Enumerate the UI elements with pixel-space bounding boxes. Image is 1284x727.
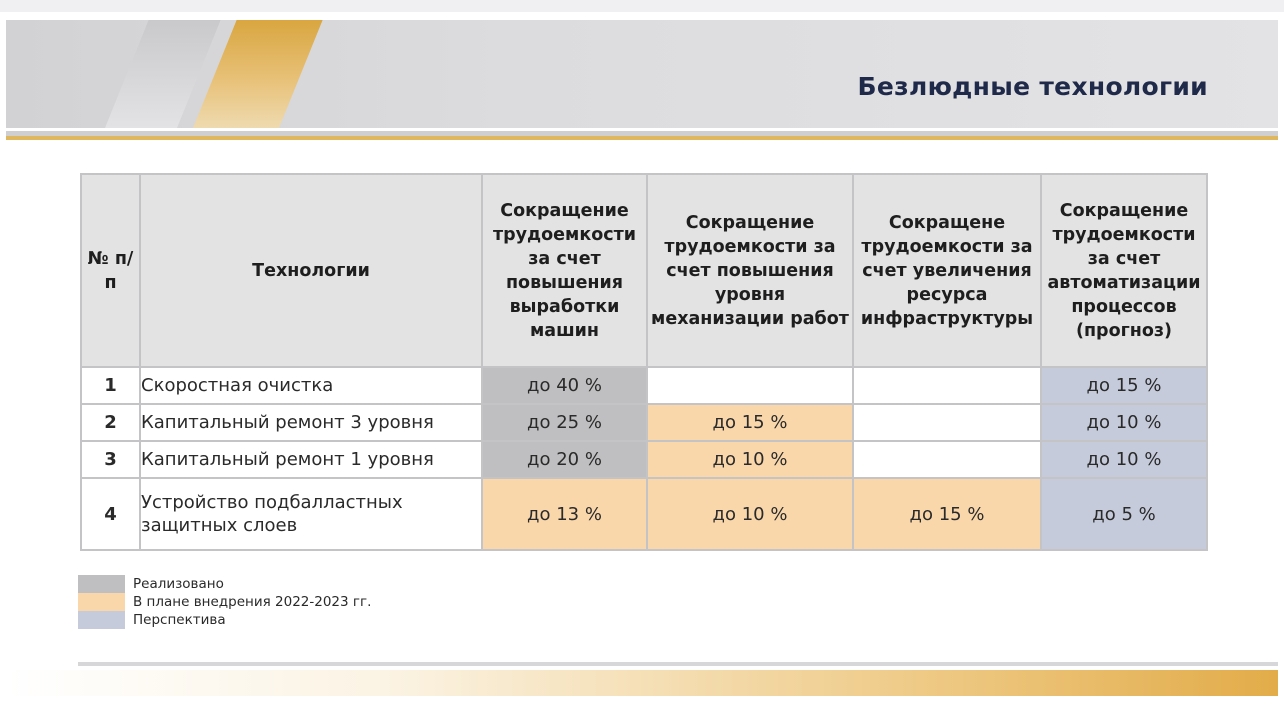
row-technology: Капитальный ремонт 3 уровня <box>140 404 482 441</box>
legend <box>78 575 371 629</box>
cell-infrastructure <box>853 441 1041 478</box>
cell-automation: до 10 % <box>1041 404 1207 441</box>
table-row <box>81 441 1207 478</box>
slide <box>6 14 1278 727</box>
cell-mechanization: до 10 % <box>647 478 853 550</box>
legend-label: В плане внедрения 2022-2023 гг. <box>133 594 372 610</box>
cell-machine-output: до 40 % <box>482 367 647 404</box>
legend-label: Перспектива <box>133 612 226 628</box>
table-header-row <box>81 174 1207 367</box>
cell-mechanization <box>647 367 853 404</box>
table-row <box>81 404 1207 441</box>
legend-item-planned <box>78 593 371 611</box>
row-number: 2 <box>81 404 140 441</box>
cell-machine-output: до 20 % <box>482 441 647 478</box>
header-machine-output: Сокращение трудоемкости за счет повышения выработки машин <box>482 174 647 367</box>
header-rule-gold <box>6 136 1278 140</box>
footer-white <box>6 696 1278 727</box>
cell-automation: до 15 % <box>1041 367 1207 404</box>
header-num: № п/п <box>81 174 140 367</box>
footer-gold-band <box>6 670 1278 696</box>
legend-label: Реализовано <box>133 576 224 592</box>
row-number: 4 <box>81 478 140 550</box>
table-row <box>81 367 1207 404</box>
cell-mechanization: до 15 % <box>647 404 853 441</box>
row-technology: Скоростная очистка <box>140 367 482 404</box>
legend-swatch-blue <box>78 611 125 629</box>
cell-machine-output: до 13 % <box>482 478 647 550</box>
legend-swatch-gray <box>78 575 125 593</box>
table-row <box>81 478 1207 550</box>
window-top-bar <box>0 0 1284 12</box>
cell-automation: до 10 % <box>1041 441 1207 478</box>
row-number: 1 <box>81 367 140 404</box>
header-infrastructure: Сокращене трудоемкости за счет увеличения ресурса инфраструктуры <box>853 174 1041 367</box>
header-automation: Сокращение трудоемкости за счет автоматизации процессов (прогноз) <box>1041 174 1207 367</box>
legend-swatch-peach <box>78 593 125 611</box>
legend-item-perspective <box>78 611 371 629</box>
page-title: Безлюдные технологии <box>857 72 1208 101</box>
technologies-table <box>80 173 1208 551</box>
cell-machine-output: до 25 % <box>482 404 647 441</box>
cell-infrastructure <box>853 404 1041 441</box>
row-technology: Устройство подбалластных защитных слоев <box>140 478 482 550</box>
header-mechanization: Сокращение трудоемкости за счет повышения уровня механизации работ <box>647 174 853 367</box>
row-technology: Капитальный ремонт 1 уровня <box>140 441 482 478</box>
cell-infrastructure <box>853 367 1041 404</box>
cell-infrastructure: до 15 % <box>853 478 1041 550</box>
cell-mechanization: до 10 % <box>647 441 853 478</box>
row-number: 3 <box>81 441 140 478</box>
cell-automation: до 5 % <box>1041 478 1207 550</box>
legend-item-implemented <box>78 575 371 593</box>
header-technologies: Технологии <box>140 174 482 367</box>
footer-rule-gray <box>78 662 1278 666</box>
